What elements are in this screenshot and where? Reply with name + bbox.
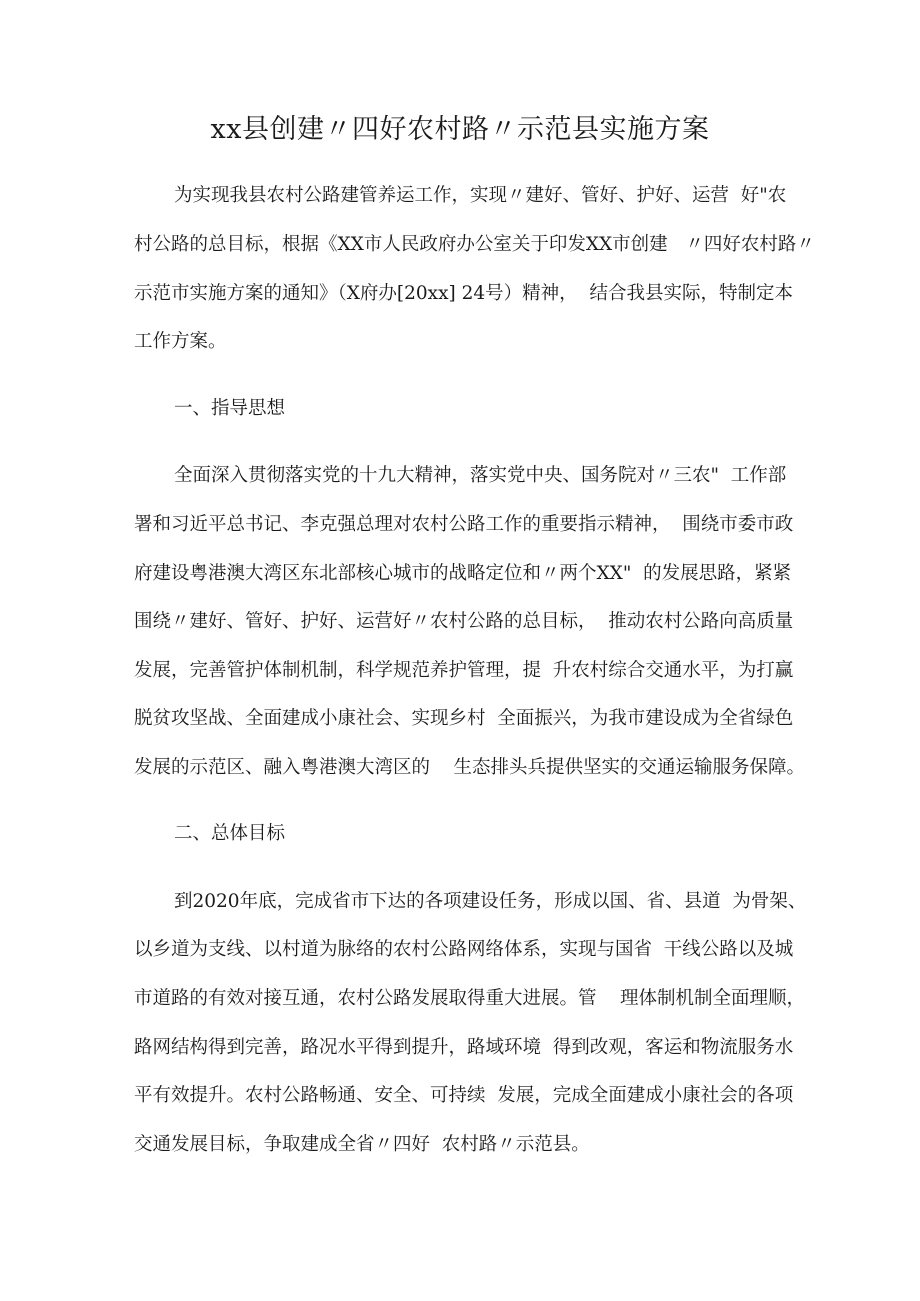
intro-line: 工作方案。 [134, 331, 227, 352]
section-heading-overall-goals: 二、总体目标 [174, 823, 286, 844]
section-2-line: 以乡道为支线、以村道为脉络的农村公路网络体系，实现与国省 干线公路以及城 [134, 939, 794, 960]
intro-line: 村公路的总目标，根据《XX市人民政府办公室关于印发XX市创建 〃四好农村路〃 [134, 234, 815, 255]
section-2-line: 市道路的有效对接互通，农村公路发展取得重大进展。管 理体制机制全面理顺， [134, 988, 806, 1009]
intro-line: 示范市实施方案的通知》（X府办[20xx] 24号）精神， 结合我县实际，特制定本 [134, 283, 793, 304]
section-1-line: 围绕〃建好、管好、护好、运营好〃农村公路的总目标， 推动农村公路向高质量 [134, 611, 794, 632]
document-title: xx县创建〃四好农村路〃示范县实施方案 [210, 114, 710, 145]
section-1-line: 脱贫攻坚战、全面建成小康社会、实现乡村 全面振兴，为我市建设成为全省绿色 [134, 708, 794, 729]
section-1-line: 署和习近平总书记、李克强总理对农村公路工作的重要指示精神， 围绕市委市政 [134, 514, 794, 535]
section-2-line: 平有效提升。农村公路畅通、安全、可持续 发展，完成全面建成小康社会的各项 [134, 1085, 794, 1106]
section-heading-guiding-ideology: 一、指导思想 [174, 398, 286, 419]
section-1-line: 全面深入贯彻落实党的十九大精神，落实党中央、国务院对〃三农" 工作部 [174, 465, 787, 486]
section-2-line: 路网结构得到完善，路况水平得到提升，路域环境 得到改观，客运和物流服务水 [134, 1037, 794, 1058]
section-1-line: 府建设粤港澳大湾区东北部核心城市的战略定位和〃两个XX" 的发展思路，紧紧 [134, 563, 792, 584]
intro-line: 为实现我县农村公路建管养运工作，实现〃建好、管好、护好、运营 好"农 [174, 185, 787, 206]
section-1-line: 发展，完善管护体制机制，科学规范养护管理，提 升农村综合交通水平，为打赢 [134, 660, 794, 681]
section-2-line: 到2020年底，完成省市下达的各项建设任务，形成以国、省、县道 为骨架、 [174, 891, 807, 912]
section-2-line: 交通发展目标，争取建成全省〃四好 农村路〃示范县。 [134, 1134, 590, 1155]
section-1-line: 发展的示范区、融入粤港澳大湾区的 生态排头兵提供坚实的交通运输服务保障。 [134, 757, 806, 778]
